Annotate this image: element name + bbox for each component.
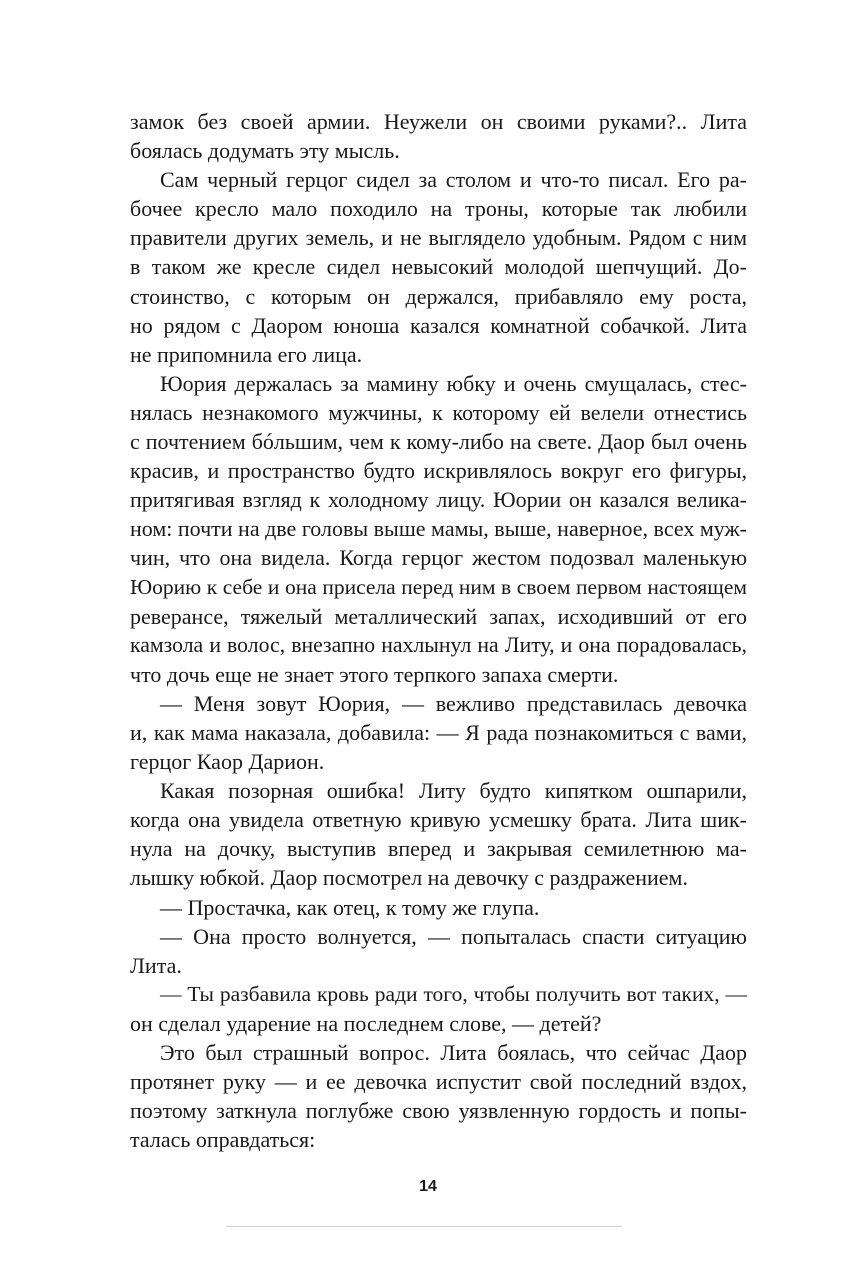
- text-line: правители других земель, и не выглядело удобным. Рядом с ним: [130, 225, 747, 251]
- text-line: притягивая взгляд к холодному лицу. Юории он казался велика-: [130, 487, 747, 513]
- text-line: нула на дочку, выступив вперед и закрывая семилетнюю ма-: [130, 836, 747, 862]
- text-line: и, как мама наказала, добавила: — Я рада познакомиться с вами,: [130, 719, 747, 745]
- text-line: но рядом с Даором юноша казался комнатной собачкой. Лита: [130, 312, 747, 338]
- footer-divider: [226, 1226, 622, 1227]
- text-line: Какая позорная ошибка! Литу будто кипятком ошпарили,: [160, 778, 747, 804]
- text-line: герцог Каор Дарион.: [130, 749, 325, 775]
- text-line: что дочь еще не знает этого терпкого запаха смерти.: [130, 661, 619, 687]
- text-line: Юорию к себе и она присела перед ним в своем первом настоящем: [130, 574, 747, 599]
- text-line: реверансе, тяжелый металлический запах, исходивший от его: [130, 603, 747, 629]
- text-line: не припомнила его лица.: [130, 341, 363, 367]
- text-line: стоинство, с которым он держался, прибавляло ему роста,: [130, 283, 747, 309]
- text-line: ном: почти на две головы выше мамы, выше, наверное, всех муж-: [130, 516, 747, 542]
- text-line: нялась незнакомого мужчины, к которому ей велели отнестись: [130, 399, 747, 425]
- text-line: боялась додумать эту мысль.: [130, 138, 400, 164]
- text-line: в таком же кресле сидел невысокий молодой шепчущий. До-: [130, 254, 747, 280]
- body-text: [130, 107, 747, 1154]
- text-line: — Меня зовут Юория, — вежливо представилась девочка: [160, 690, 747, 716]
- text-line: когда она увидела ответную кривую усмешку брата. Лита шик-: [130, 807, 747, 833]
- text-line: замок без своей армии. Неужели он своими руками?.. Лита: [130, 109, 747, 134]
- text-line: он сделал ударение на последнем слове, — детей?: [130, 1010, 602, 1036]
- page-number: 14: [419, 1178, 437, 1195]
- text-line: протянет руку — и ее девочка испустит свой последний вздох,: [130, 1069, 747, 1095]
- text-line: — Ты разбавила кровь ради того, чтобы получить вот таких, —: [160, 981, 747, 1006]
- text-line: Это был страшный вопрос. Лита боялась, что сейчас Даор: [160, 1040, 747, 1065]
- text-line: — Она просто волнуется, — попыталась спасти ситуацию: [160, 923, 747, 949]
- text-line: бочее кресло мало походило на троны, которые так любили: [130, 196, 747, 222]
- text-line: камзола и волос, внезапно нахлынул на Литу, и она порадовалась,: [130, 632, 747, 657]
- text-line: — Простачка, как отец, к тому же глупа.: [160, 894, 540, 920]
- text-line: поэтому заткнула поглубже свою уязвленную гордость и попы-: [130, 1098, 747, 1124]
- text-line: красив, и пространство будто искривлялось вокруг его фигуры,: [130, 458, 747, 484]
- text-line: Сам черный герцог сидел за столом и что-то писал. Его ра-: [160, 167, 747, 193]
- text-line: чин, что она видела. Когда герцог жестом подозвал маленькую: [130, 545, 747, 571]
- text-line: талась оправдаться:: [130, 1127, 316, 1153]
- text-line: с почтением бóльшим, чем к кому-либо на свете. Даор был очень: [130, 429, 747, 455]
- text-line: Юория держалась за мамину юбку и очень смущалась, стес-: [160, 370, 747, 396]
- text-line: лышку юбкой. Даор посмотрел на девочку с раздражением.: [130, 865, 688, 891]
- text-line: Лита.: [130, 952, 182, 978]
